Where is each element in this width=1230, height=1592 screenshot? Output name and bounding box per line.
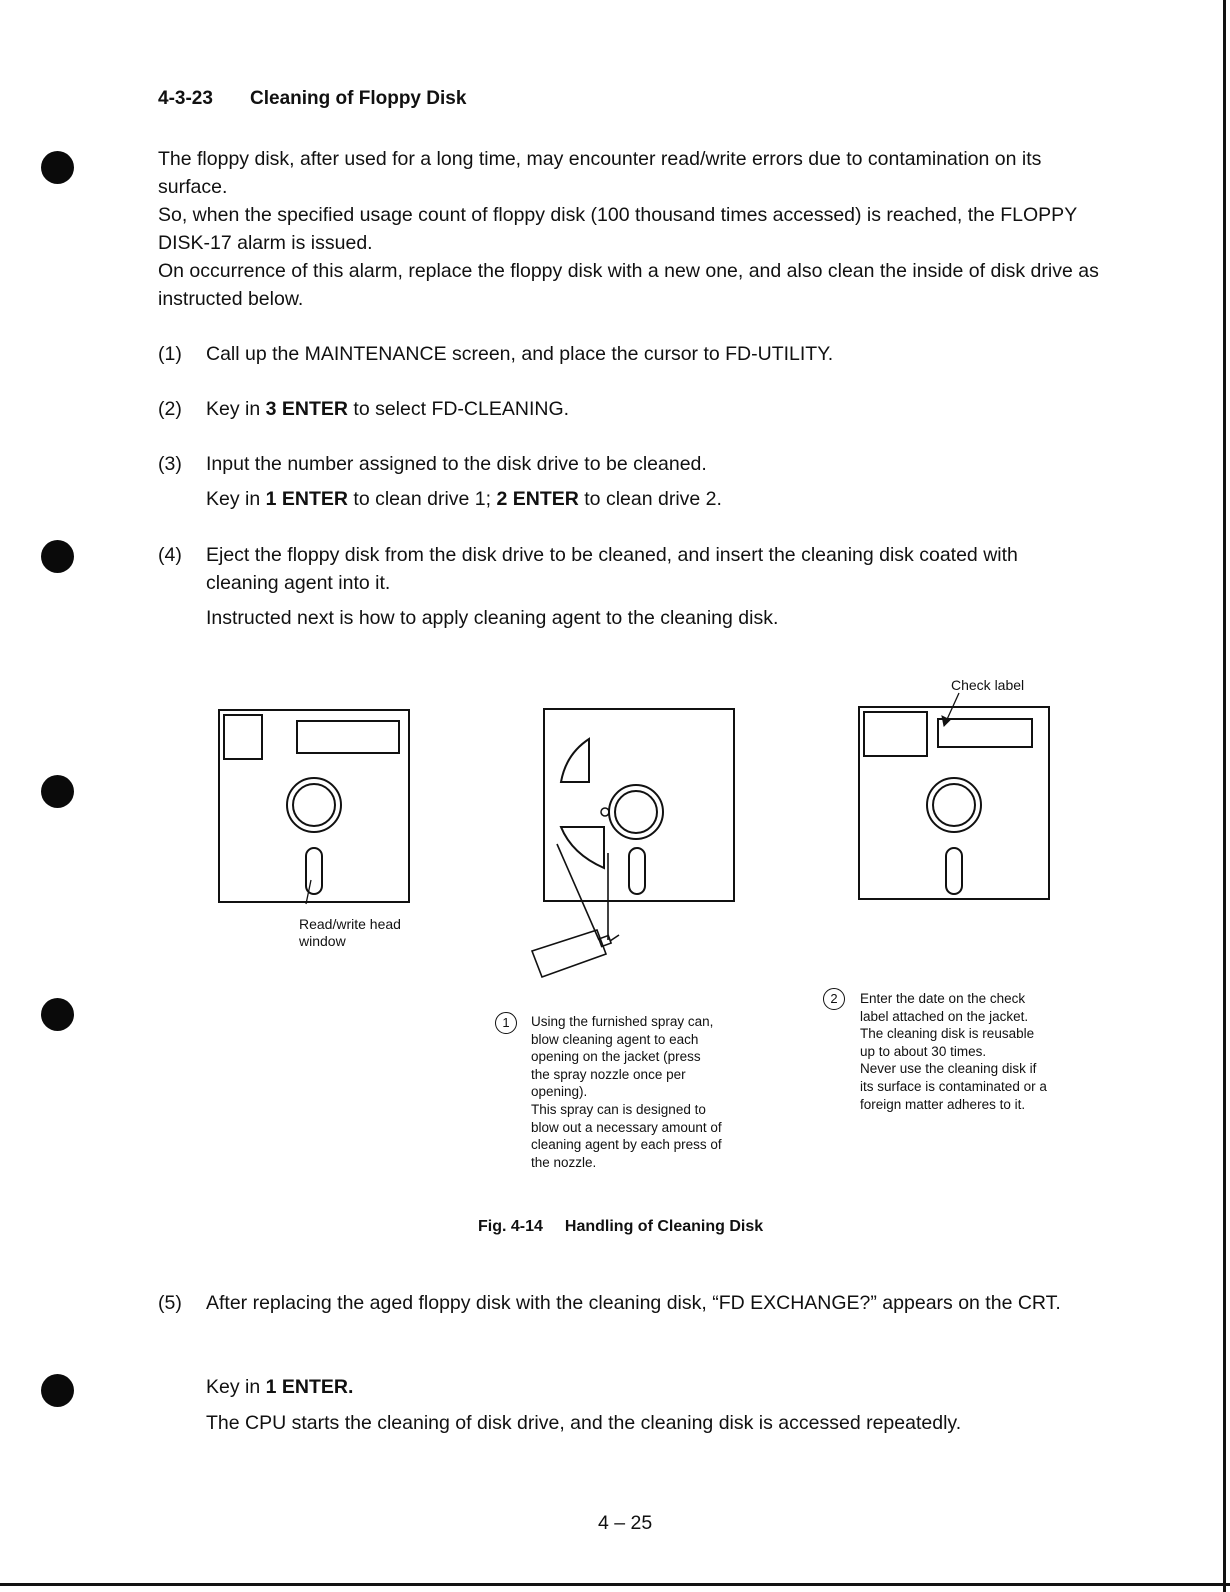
floppy-disk-icon [219, 710, 409, 904]
step-text: Input the number assigned to the disk drive to be cleaned. [206, 453, 707, 475]
floppy-disk-icon [859, 693, 1049, 899]
step-number: (5) [158, 1292, 182, 1314]
step-5-detail: The CPU starts the cleaning of disk drive, and the cleaning disk is accessed repeatedly. [206, 1412, 962, 1434]
step-number: (2) [158, 398, 182, 420]
step-text: Eject the floppy disk from the disk drive to be cleaned, and insert the cleaning disk coated with cleaning agent into it. [206, 544, 1018, 594]
step-number: (1) [158, 343, 182, 365]
spray-can-icon [532, 844, 619, 977]
floppy-disk-icon [544, 709, 734, 901]
check-label-callout: Check label [951, 677, 1025, 693]
note-1-marker: 1 [495, 1012, 517, 1034]
figure-number: Fig. 4-14 [478, 1218, 543, 1235]
page-number: 4 – 25 [598, 1512, 653, 1534]
intro-paragraph-2: So, when the specified usage count of floppy disk (100 thousand times accessed) is reached, the FLOPPY DISK-17 alarm is issued. [158, 204, 1077, 254]
step-3-detail: Key in 1 ENTER to clean drive 1; 2 ENTER to clean drive 2. [206, 488, 722, 510]
step-5-key-instruction: Key in 1 ENTER. [206, 1376, 354, 1398]
head-window-label: Read/write head window [299, 916, 401, 949]
intro-paragraph-3: On occurrence of this alarm, replace the floppy disk with a new one, and also clean the inside of disk drive as instructed below. [158, 260, 1099, 310]
intro-paragraph-1: The floppy disk, after used for a long time, may encounter read/write errors due to contamination on its surface. [158, 148, 1042, 198]
binder-hole [41, 1374, 74, 1407]
note-2-marker: 2 [823, 988, 845, 1010]
step-number: (4) [158, 544, 182, 566]
figure-caption [478, 1218, 763, 1236]
figure-title: Handling of Cleaning Disk [564, 1218, 764, 1235]
note-1: Using the furnished spray can, blow cleaning agent to each opening on the jacket (press the spray nozzle once per opening). This spray can is designed to blow out a necessary amount of cleaning agent by each press of the nozzle. [531, 1014, 722, 1170]
page-border-bottom [0, 1583, 1230, 1586]
section-title: Cleaning of Floppy Disk [250, 88, 467, 109]
step-text: Key in 3 ENTER to select FD-CLEANING. [206, 398, 570, 420]
step-text: After replacing the aged floppy disk with the cleaning disk, “FD EXCHANGE?” appears on the CRT. [206, 1292, 1061, 1314]
section-number: 4-3-23 [158, 88, 213, 109]
step-4-detail: Instructed next is how to apply cleaning agent to the cleaning disk. [206, 607, 779, 629]
step-number: (3) [158, 453, 182, 475]
note-2: Enter the date on the check label attached on the jacket. The cleaning disk is reusable up to about 30 times. Never use the cleaning disk if its surface is contaminated or a foreign matter adheres to it. [860, 991, 1047, 1112]
step-text: Call up the MAINTENANCE screen, and place the cursor to FD-UTILITY. [206, 343, 834, 365]
